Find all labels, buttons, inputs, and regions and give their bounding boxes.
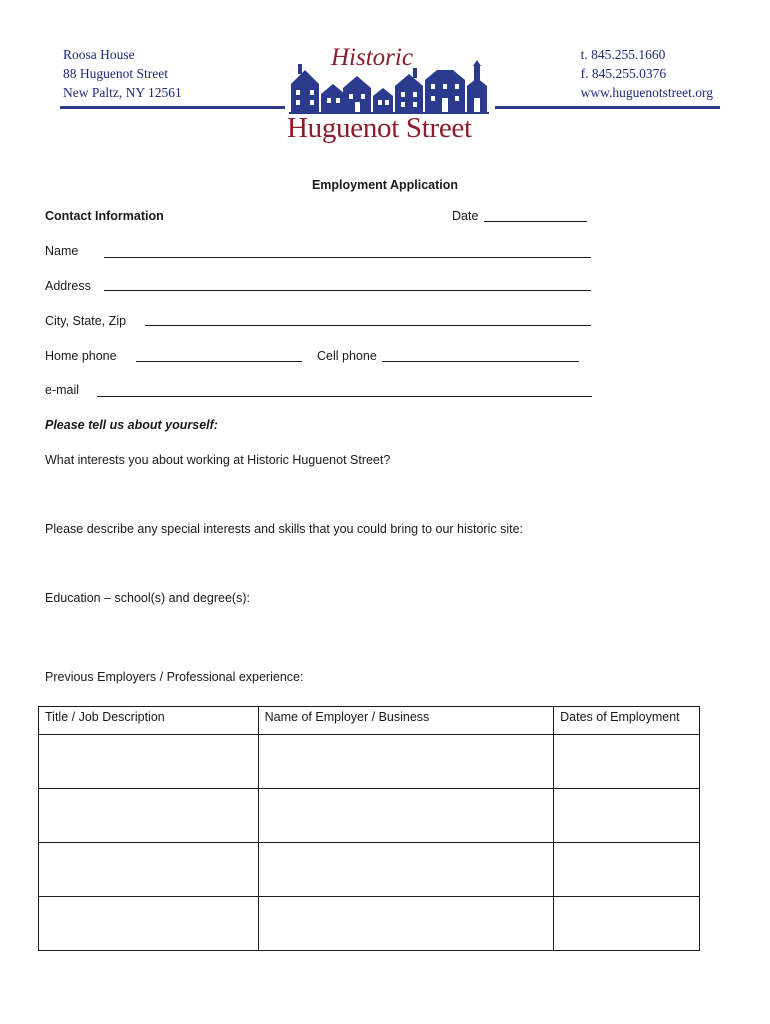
table-cell-employer[interactable]	[258, 843, 553, 897]
houses-icon	[285, 40, 495, 115]
address-block	[63, 45, 182, 102]
question-employers: Previous Employers / Professional experience:	[45, 670, 304, 684]
home-phone-label: Home phone	[45, 349, 117, 363]
address-field[interactable]	[104, 290, 591, 291]
table-cell-dates[interactable]	[554, 735, 700, 789]
cell-phone-label: Cell phone	[317, 349, 377, 363]
table-cell-title[interactable]	[39, 735, 259, 789]
date-label: Date	[452, 209, 479, 223]
question-education: Education – school(s) and degree(s):	[45, 591, 250, 605]
table-row	[39, 897, 700, 951]
table-row	[39, 735, 700, 789]
home-phone-field[interactable]	[136, 361, 302, 362]
city-state-zip-label: City, State, Zip	[45, 314, 127, 328]
website-line: www.huguenotstreet.org	[580, 85, 713, 100]
logo	[285, 40, 495, 155]
table-cell-employer[interactable]	[258, 735, 553, 789]
cell-phone-field[interactable]	[382, 361, 579, 362]
email-label: e-mail	[45, 383, 80, 397]
column-header-employer: Name of Employer / Business	[258, 707, 553, 735]
section-contact-heading: Contact Information	[45, 209, 164, 223]
logo-top-word: Historic	[331, 44, 413, 71]
table-row	[39, 843, 700, 897]
date-field[interactable]	[484, 221, 587, 222]
address-label: Address	[45, 279, 91, 293]
about-heading: Please tell us about yourself:	[45, 418, 218, 432]
page-title: Employment Application	[311, 178, 459, 192]
question-skills: Please describe any special interests and skills that you could bring to our historic site:	[45, 522, 524, 536]
table-cell-dates[interactable]	[554, 897, 700, 951]
city-state-zip-field[interactable]	[145, 325, 591, 326]
column-header-dates: Dates of Employment	[554, 707, 700, 735]
table-header-row	[39, 707, 700, 735]
employment-table	[38, 706, 700, 951]
name-field[interactable]	[104, 257, 591, 258]
phone-line: t. 845.255.1660	[580, 47, 666, 62]
table-cell-employer[interactable]	[258, 897, 553, 951]
contact-block	[581, 45, 713, 102]
table-cell-employer[interactable]	[258, 789, 553, 843]
name-label: Name	[45, 244, 79, 258]
table-cell-title[interactable]	[39, 843, 259, 897]
address-line: 88 Huguenot Street	[63, 66, 168, 81]
fax-line: f. 845.255.0376	[580, 66, 667, 81]
table-cell-title[interactable]	[39, 789, 259, 843]
email-field[interactable]	[97, 396, 592, 397]
address-line: Roosa House	[63, 47, 135, 62]
table-cell-dates[interactable]	[554, 789, 700, 843]
question-interests: What interests you about working at Historic Huguenot Street?	[45, 453, 391, 467]
address-line: New Paltz, NY 12561	[63, 85, 182, 100]
logo-bottom-words: Huguenot Street	[287, 112, 472, 144]
table-row	[39, 789, 700, 843]
table-cell-dates[interactable]	[554, 843, 700, 897]
column-header-title: Title / Job Description	[39, 707, 259, 735]
table-cell-title[interactable]	[39, 897, 259, 951]
